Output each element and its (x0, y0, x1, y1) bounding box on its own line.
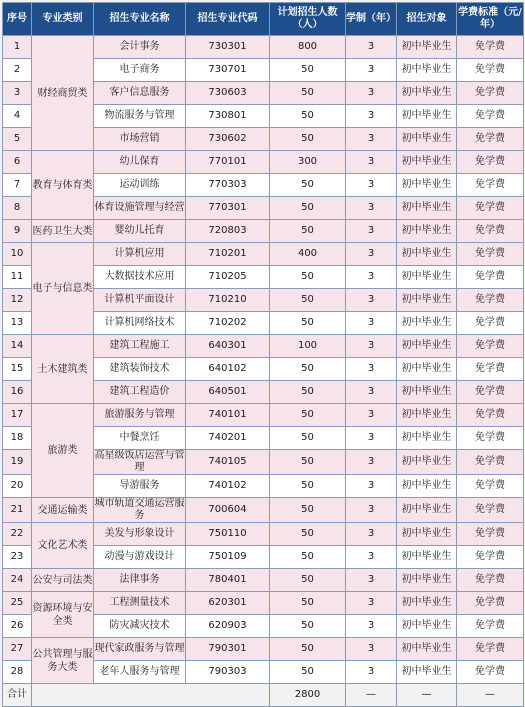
major-code: 790301 (186, 638, 270, 661)
study-years: 3 (346, 243, 397, 266)
tuition-fee: 免学费 (457, 312, 524, 335)
header-index: 序号 (3, 3, 32, 36)
row-index: 9 (3, 220, 32, 243)
table-row (3, 36, 524, 59)
plan-count: 50 (270, 197, 346, 220)
plan-count: 50 (270, 404, 346, 427)
major-name: 城市轨道交通运营服务 (94, 498, 185, 521)
major-code: 740101 (186, 404, 270, 427)
major-code: 730603 (186, 82, 270, 105)
enroll-target: 初中毕业生 (397, 358, 457, 381)
plan-count: 400 (270, 243, 346, 266)
major-name: 电子商务 (94, 59, 186, 82)
tuition-fee: 免学费 (457, 220, 524, 243)
total-label: 合计 (3, 684, 32, 707)
plan-count: 50 (270, 569, 346, 592)
major-code: 710210 (186, 289, 270, 312)
study-years: 3 (346, 197, 397, 220)
enroll-target: 初中毕业生 (397, 592, 457, 615)
row-index: 23 (3, 546, 32, 569)
tuition-fee: 免学费 (457, 197, 524, 220)
study-years: 3 (346, 638, 397, 661)
tuition-fee: 免学费 (457, 36, 524, 59)
major-name: 老年人服务与管理 (94, 661, 186, 684)
row-index: 2 (3, 59, 32, 82)
enroll-target: 初中毕业生 (397, 243, 457, 266)
row-index: 24 (3, 569, 32, 592)
major-name: 建筑工程施工 (94, 335, 186, 358)
major-name: 会计事务 (94, 36, 186, 59)
study-years: 3 (346, 289, 397, 312)
major-name: 婴幼儿托育 (94, 220, 186, 243)
study-years: 3 (346, 450, 397, 475)
major-code: 740102 (186, 475, 270, 498)
plan-count: 50 (270, 174, 346, 197)
study-years: 3 (346, 82, 397, 105)
row-index: 22 (3, 523, 32, 546)
study-years: 3 (346, 523, 397, 546)
major-name: 美发与形象设计 (94, 523, 186, 546)
table-row (3, 498, 524, 523)
category-cell: 土木建筑类 (32, 335, 94, 404)
study-years: 3 (346, 266, 397, 289)
major-code: 740105 (186, 450, 270, 475)
category-cell: 公共管理与服务大类 (32, 638, 94, 684)
major-code: 790303 (186, 661, 270, 684)
study-years: 3 (346, 36, 397, 59)
major-code: 730301 (186, 36, 270, 59)
major-code: 710201 (186, 243, 270, 266)
study-years: 3 (346, 128, 397, 151)
enroll-target: 初中毕业生 (397, 381, 457, 404)
plan-count: 50 (270, 475, 346, 498)
table-row (3, 592, 524, 615)
enroll-target: 初中毕业生 (397, 404, 457, 427)
study-years: 3 (346, 220, 397, 243)
major-name: 建筑装饰技术 (94, 358, 186, 381)
table-body (3, 36, 524, 707)
tuition-fee: 免学费 (457, 128, 524, 151)
tuition-fee: 免学费 (457, 404, 524, 427)
tuition-fee: 免学费 (457, 450, 524, 475)
tuition-fee: 免学费 (457, 59, 524, 82)
tuition-fee: 免学费 (457, 381, 524, 404)
study-years: 3 (346, 335, 397, 358)
table-row (3, 404, 524, 427)
major-name: 物流服务与管理 (94, 105, 186, 128)
tuition-fee: 免学费 (457, 335, 524, 358)
plan-count: 50 (270, 289, 346, 312)
major-code: 730602 (186, 128, 270, 151)
category-cell: 电子与信息类 (32, 243, 94, 335)
major-code: 640301 (186, 335, 270, 358)
row-index: 5 (3, 128, 32, 151)
plan-count: 50 (270, 546, 346, 569)
enroll-target: 初中毕业生 (397, 197, 457, 220)
enroll-target: 初中毕业生 (397, 615, 457, 638)
plan-count: 50 (270, 450, 346, 475)
study-years: 3 (346, 546, 397, 569)
major-code: 700604 (186, 498, 270, 523)
plan-count: 50 (270, 105, 346, 128)
category-cell: 文化艺术类 (32, 523, 94, 569)
row-index: 18 (3, 427, 32, 450)
study-years: 3 (346, 105, 397, 128)
tuition-fee: 免学费 (457, 174, 524, 197)
table-row (3, 151, 524, 174)
enroll-target: 初中毕业生 (397, 266, 457, 289)
total-row (3, 684, 524, 707)
row-index: 3 (3, 82, 32, 105)
plan-count: 50 (270, 82, 346, 105)
major-code: 730701 (186, 59, 270, 82)
table-row (3, 243, 524, 266)
enroll-target: 初中毕业生 (397, 105, 457, 128)
tuition-fee: 免学费 (457, 523, 524, 546)
major-name: 中餐烹饪 (94, 427, 186, 450)
major-code: 620301 (186, 592, 270, 615)
study-years: 3 (346, 404, 397, 427)
major-name: 建筑工程造价 (94, 381, 186, 404)
enroll-target: 初中毕业生 (397, 546, 457, 569)
study-years: 3 (346, 381, 397, 404)
major-code: 750110 (186, 523, 270, 546)
plan-count: 50 (270, 59, 346, 82)
major-name: 高星级饭店运营与管理 (94, 450, 185, 473)
tuition-fee: 免学费 (457, 661, 524, 684)
row-index: 1 (3, 36, 32, 59)
tuition-fee: 免学费 (457, 427, 524, 450)
plan-count: 50 (270, 592, 346, 615)
enroll-target: 初中毕业生 (397, 174, 457, 197)
study-years: 3 (346, 151, 397, 174)
header-code: 招生专业代码 (186, 3, 270, 36)
enroll-target: 初中毕业生 (397, 427, 457, 450)
enroll-target: 初中毕业生 (397, 661, 457, 684)
tuition-fee: 免学费 (457, 498, 524, 523)
row-index: 19 (3, 450, 32, 475)
enroll-target: 初中毕业生 (397, 82, 457, 105)
enroll-target: 初中毕业生 (397, 335, 457, 358)
table-row (3, 523, 524, 546)
major-code: 740201 (186, 427, 270, 450)
tuition-fee: 免学费 (457, 289, 524, 312)
major-code: 770301 (186, 197, 270, 220)
tuition-fee: 免学费 (457, 592, 524, 615)
major-code: 730801 (186, 105, 270, 128)
category-cell: 旅游类 (32, 404, 94, 498)
plan-count: 50 (270, 266, 346, 289)
tuition-fee: 免学费 (457, 475, 524, 498)
major-name: 法律事务 (94, 569, 186, 592)
row-index: 13 (3, 312, 32, 335)
plan-count: 800 (270, 36, 346, 59)
study-years: 3 (346, 174, 397, 197)
row-index: 14 (3, 335, 32, 358)
row-index: 15 (3, 358, 32, 381)
study-years: 3 (346, 475, 397, 498)
plan-count: 100 (270, 335, 346, 358)
table-row (3, 335, 524, 358)
total-target: — (397, 684, 457, 707)
enroll-target: 初中毕业生 (397, 289, 457, 312)
total-years: — (346, 684, 397, 707)
tuition-fee: 免学费 (457, 569, 524, 592)
category-cell: 教育与体育类 (32, 151, 94, 220)
major-name: 计算机应用 (94, 243, 186, 266)
row-index: 17 (3, 404, 32, 427)
enroll-target: 初中毕业生 (397, 498, 457, 523)
major-name: 运动训练 (94, 174, 186, 197)
major-code: 640501 (186, 381, 270, 404)
plan-count: 50 (270, 638, 346, 661)
row-index: 6 (3, 151, 32, 174)
study-years: 3 (346, 312, 397, 335)
study-years: 3 (346, 498, 397, 523)
plan-count: 50 (270, 427, 346, 450)
study-years: 3 (346, 615, 397, 638)
total-plan: 2800 (270, 684, 346, 707)
plan-count: 50 (270, 661, 346, 684)
category-cell: 资源环境与安全类 (32, 592, 94, 638)
category-cell: 交通运输类 (32, 498, 94, 523)
header-years: 学制（年） (346, 3, 397, 36)
tuition-fee: 免学费 (457, 105, 524, 128)
row-index: 11 (3, 266, 32, 289)
study-years: 3 (346, 427, 397, 450)
row-index: 7 (3, 174, 32, 197)
major-name: 防灾减灾技术 (94, 615, 186, 638)
enrollment-table (2, 2, 524, 707)
total-empty (32, 684, 270, 707)
study-years: 3 (346, 358, 397, 381)
major-name: 工程测量技术 (94, 592, 186, 615)
study-years: 3 (346, 569, 397, 592)
major-name: 大数据技术应用 (94, 266, 186, 289)
table-header (3, 3, 524, 36)
enroll-target: 初中毕业生 (397, 450, 457, 475)
table-row (3, 220, 524, 243)
major-name: 客户信息服务 (94, 82, 186, 105)
row-index: 10 (3, 243, 32, 266)
major-code: 770303 (186, 174, 270, 197)
major-code: 640102 (186, 358, 270, 381)
tuition-fee: 免学费 (457, 546, 524, 569)
major-code: 770101 (186, 151, 270, 174)
tuition-fee: 免学费 (457, 358, 524, 381)
plan-count: 50 (270, 615, 346, 638)
enrollment-table-container (2, 2, 523, 700)
major-name: 体育设施管理与经营 (94, 197, 186, 220)
major-name: 幼儿保育 (94, 151, 186, 174)
table-row (3, 569, 524, 592)
study-years: 3 (346, 661, 397, 684)
major-code: 780401 (186, 569, 270, 592)
row-index: 25 (3, 592, 32, 615)
major-name: 现代家政服务与管理 (94, 638, 186, 661)
plan-count: 50 (270, 358, 346, 381)
plan-count: 50 (270, 128, 346, 151)
header-target: 招生对象 (397, 3, 457, 36)
row-index: 12 (3, 289, 32, 312)
header-major: 招生专业名称 (94, 3, 186, 36)
row-index: 16 (3, 381, 32, 404)
major-code: 710205 (186, 266, 270, 289)
plan-count: 50 (270, 498, 346, 523)
enroll-target: 初中毕业生 (397, 523, 457, 546)
total-fee: — (457, 684, 524, 707)
plan-count: 50 (270, 220, 346, 243)
table-row (3, 638, 524, 661)
enroll-target: 初中毕业生 (397, 220, 457, 243)
major-name: 市场营销 (94, 128, 186, 151)
major-name: 动漫与游戏设计 (94, 546, 186, 569)
header-row (3, 3, 524, 36)
tuition-fee: 免学费 (457, 243, 524, 266)
tuition-fee: 免学费 (457, 266, 524, 289)
major-name: 旅游服务与管理 (94, 404, 186, 427)
row-index: 28 (3, 661, 32, 684)
enroll-target: 初中毕业生 (397, 312, 457, 335)
study-years: 3 (346, 592, 397, 615)
plan-count: 50 (270, 381, 346, 404)
category-cell: 医药卫生大类 (32, 220, 94, 243)
tuition-fee: 免学费 (457, 151, 524, 174)
enroll-target: 初中毕业生 (397, 638, 457, 661)
header-category: 专业类别 (32, 3, 94, 36)
major-name: 导游服务 (94, 475, 186, 498)
enroll-target: 初中毕业生 (397, 128, 457, 151)
header-plan: 计划招生人数（人） (270, 3, 346, 36)
category-cell: 公安与司法类 (32, 569, 94, 592)
tuition-fee: 免学费 (457, 638, 524, 661)
major-code: 620903 (186, 615, 270, 638)
row-index: 4 (3, 105, 32, 128)
tuition-fee: 免学费 (457, 82, 524, 105)
tuition-fee: 免学费 (457, 615, 524, 638)
major-name: 计算机平面设计 (94, 289, 186, 312)
enroll-target: 初中毕业生 (397, 151, 457, 174)
plan-count: 300 (270, 151, 346, 174)
row-index: 8 (3, 197, 32, 220)
enroll-target: 初中毕业生 (397, 569, 457, 592)
row-index: 21 (3, 498, 32, 523)
enroll-target: 初中毕业生 (397, 36, 457, 59)
row-index: 20 (3, 475, 32, 498)
row-index: 26 (3, 615, 32, 638)
enroll-target: 初中毕业生 (397, 475, 457, 498)
header-fee: 学费标准（元/年） (457, 3, 524, 36)
major-name: 计算机网络技术 (94, 312, 186, 335)
study-years: 3 (346, 59, 397, 82)
major-code: 710202 (186, 312, 270, 335)
plan-count: 50 (270, 312, 346, 335)
major-code: 750109 (186, 546, 270, 569)
row-index: 27 (3, 638, 32, 661)
enroll-target: 初中毕业生 (397, 59, 457, 82)
plan-count: 50 (270, 523, 346, 546)
category-cell: 财经商贸类 (32, 36, 94, 151)
major-code: 720803 (186, 220, 270, 243)
